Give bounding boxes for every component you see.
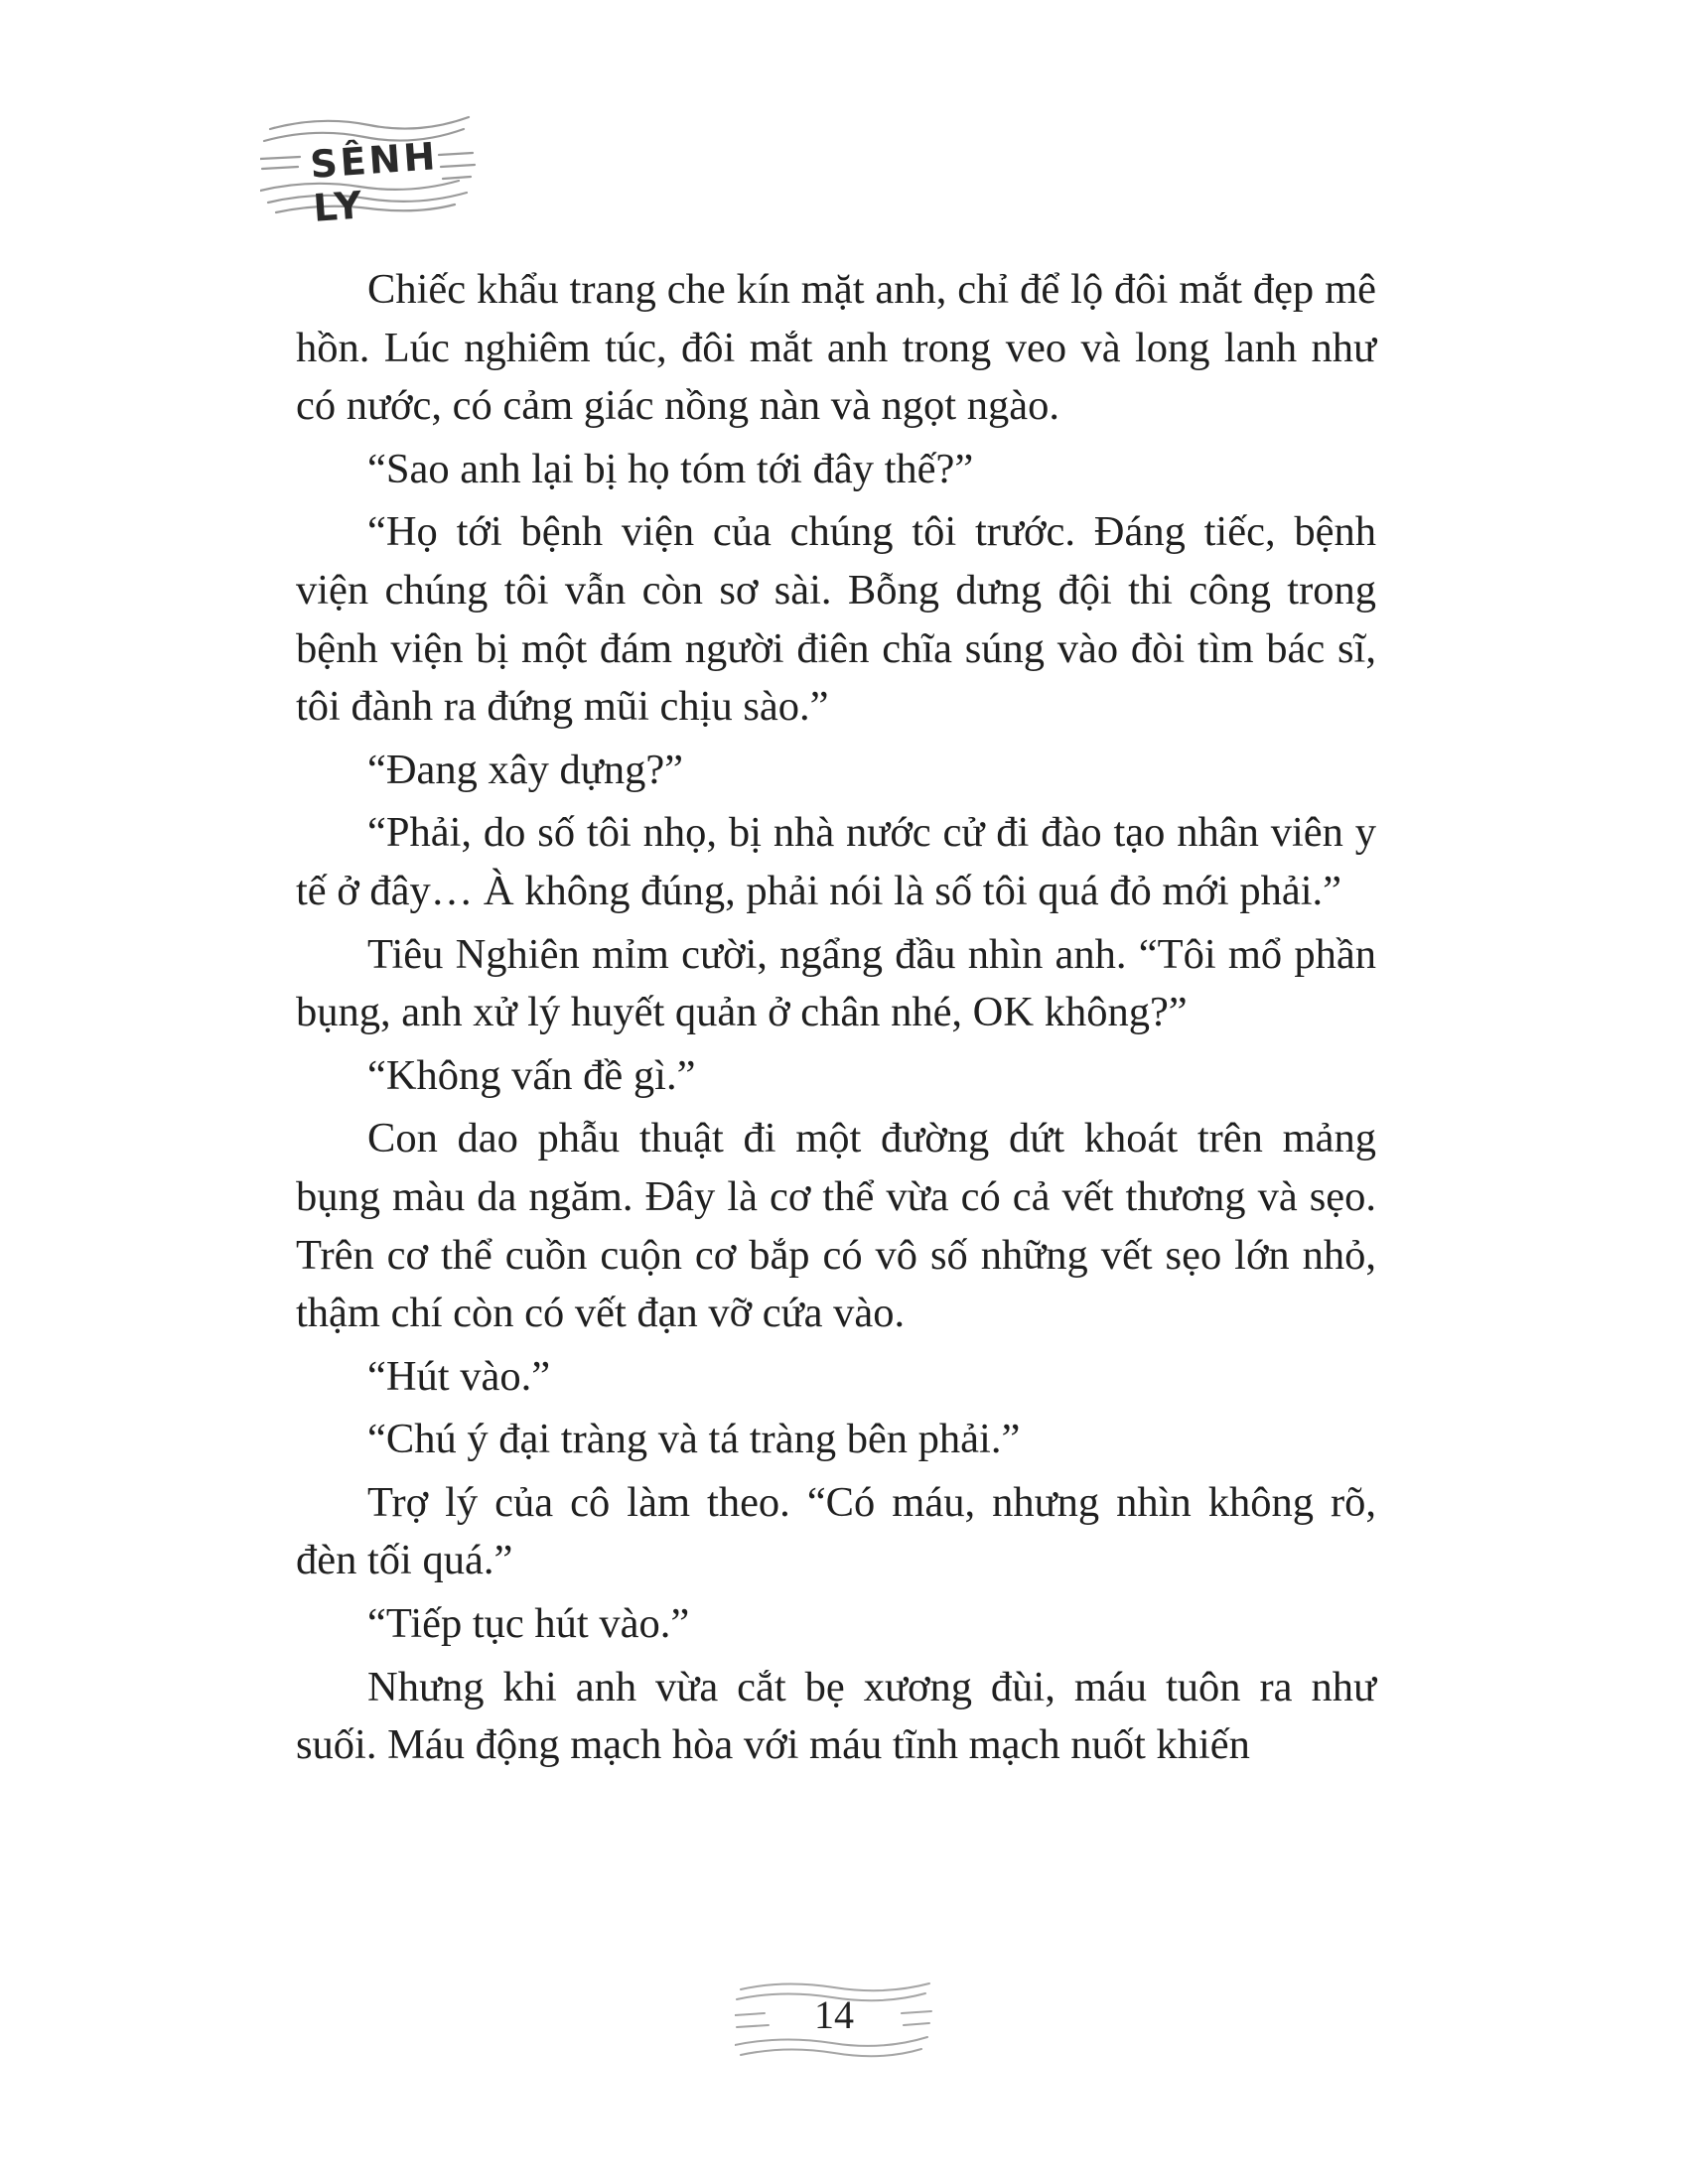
paragraph: “Không vấn đề gì.” [367,1051,696,1099]
paragraph: Con dao phẫu thuật đi một đường dứt khoát trên mảng bụng màu da ngăm. Đây là cơ thể vừa có cả vết thương và sẹo. Trên cơ thể cuồn cuộn cơ bắp có vô số những vết sẹo lớn nhỏ, thậm chí còn có vết đạn vỡ cứa vào. [296,1115,1376,1337]
paragraph: “Tiếp tục hút vào.” [367,1600,690,1648]
paragraph: “Chú ý đại tràng và tá tràng bên phải.” [367,1416,1021,1463]
paragraph: “Hút vào.” [367,1352,551,1400]
paragraph: Tiêu Nghiên mỉm cười, ngẩng đầu nhìn anh. “Tôi mổ phần bụng, anh xử lý huyết quản ở chân nhé, OK không?” [296,930,1376,1036]
paragraph: Chiếc khẩu trang che kín mặt anh, chỉ để lộ đôi mắt đẹp mê hồn. Lúc nghiêm túc, đôi mắt anh trong veo và long lanh như có nước, có cảm giác nồng nàn và ngọt ngào. [296,266,1376,430]
paragraph: “Phải, do số tôi nhọ, bị nhà nước cử đi đào tạo nhân viên y tế ở đây… À không đúng, phải nói là số tôi quá đỏ mới phải.” [296,809,1376,914]
page-number: 14 [814,1992,854,2037]
footer-stamp [735,1976,933,2065]
paragraph: “Đang xây dựng?” [367,746,684,793]
header-stamp [260,107,479,230]
paragraph: Trợ lý của cô làm theo. “Có máu, nhưng nhìn không rõ, đèn tối quá.” [296,1478,1376,1584]
chapter-text [296,261,1376,1780]
paragraph: “Sao anh lại bị họ tóm tới đây thế?” [367,445,974,492]
paragraph: Nhưng khi anh vừa cắt bẹ xương đùi, máu tuôn ra như suối. Máu động mạch hòa với máu tĩnh mạch nuốt khiến [296,1663,1376,1769]
author-name: SÊNH LY [308,134,440,230]
paragraph: “Họ tới bệnh viện của chúng tôi trước. Đáng tiếc, bệnh viện chúng tôi vẫn còn sơ sài. Bỗng dưng đội thi công trong bệnh viện bị một đám người điên chĩa súng vào đòi tìm bác sĩ, tôi đành ra đứng mũi chịu sào.” [296,508,1376,731]
